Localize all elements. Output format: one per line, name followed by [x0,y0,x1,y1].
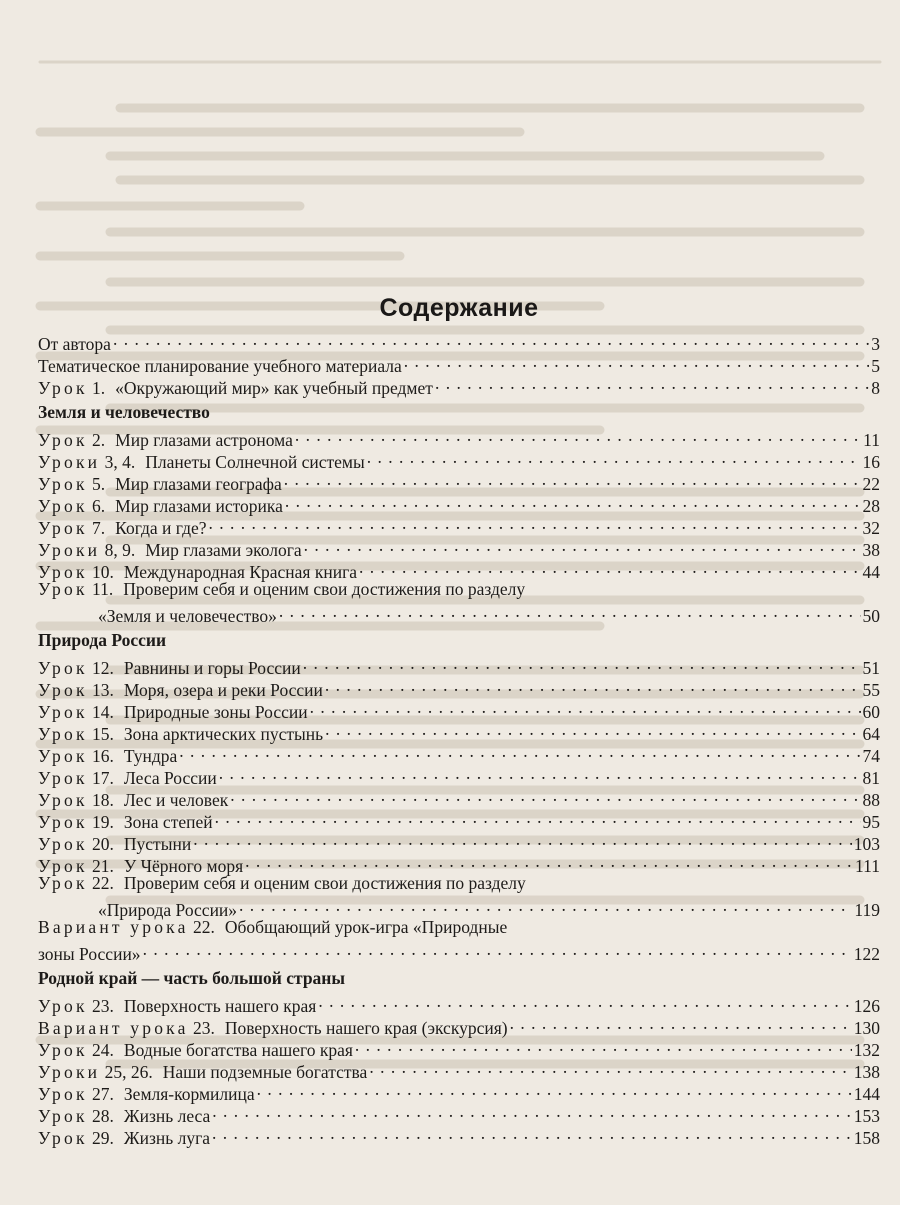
lesson-kind: Урок [38,658,88,678]
toc-entry-first-line [38,916,880,938]
lesson-number: 11. [92,579,114,599]
page-number: 44 [862,562,880,582]
toc-entry-label-group [38,679,323,701]
lesson-kind: Урок [38,1084,88,1104]
section-heading: Природа России [38,630,167,650]
lesson-number: 14. [92,702,114,722]
toc-entry-title: Международная Красная книга [123,562,358,582]
toc-entry-title: Жизнь леса [123,1106,211,1126]
page-number: 64 [862,724,880,744]
leader-dots [245,850,853,872]
toc-entry-title-continued: зоны России» [38,944,141,964]
toc-entry-title: От автора [38,334,111,354]
section-heading: Родной край — часть большой страны [38,968,346,988]
toc-entry-label-group [38,429,293,451]
toc-entry-label-group [38,789,228,811]
toc-entry-title: Проверим себя и оценим свои достижения по разделу [123,873,526,893]
leader-dots [193,828,852,850]
lesson-kind: Урок [38,1040,88,1060]
page-number: 16 [862,452,880,472]
page-number: 32 [862,518,880,538]
lesson-number: 28. [92,1106,114,1126]
toc-entry-title: Пустыни [123,834,192,854]
toc-entry-label-group [38,1039,353,1061]
toc-entry-title: Равнины и горы России [123,658,301,678]
leader-dots [179,740,860,762]
lesson-kind: Урок [38,496,88,516]
leader-dots [367,446,861,468]
lesson-kind: Урок [38,474,88,494]
leader-dots [113,328,869,350]
toc-entry-title: У Чёрного моря [123,856,244,876]
lesson-kind: Урок [38,834,88,854]
toc-entry-title-continued: «Природа России» [98,900,238,920]
page-number: 153 [853,1106,880,1126]
page-number: 60 [862,702,880,722]
toc-entry [38,350,880,376]
leader-dots [219,762,861,784]
leader-dots [230,784,860,806]
lesson-kind: Урок [38,702,88,722]
toc-entry-title-continued: «Земля и человечество» [98,606,277,626]
leader-dots [209,512,861,534]
leader-dots [325,718,860,740]
toc-entry-first-line [38,872,880,894]
leader-dots [285,490,861,512]
lesson-kind: Урок [38,856,88,876]
toc-entry-label-group [38,995,316,1017]
leader-dots [310,696,861,718]
leader-dots [435,372,869,394]
lesson-number: 25, 26. [104,1062,153,1082]
page-number: 103 [853,834,880,854]
toc-entry-title: Когда и где? [115,518,207,538]
leader-dots [279,600,861,622]
toc-entry-label-group [38,833,191,855]
page-number: 132 [853,1040,880,1060]
toc-entry-title: Зона степей [123,812,213,832]
toc-entry-multiline [38,916,880,964]
toc-entry-title: Планеты Солнечной системы [145,452,365,472]
lesson-number: 27. [92,1084,114,1104]
toc-entry-title: Моря, озера и реки России [123,680,323,700]
lesson-kind: Урок [38,812,88,832]
lesson-number: 15. [92,724,114,744]
toc-entry-label-group [38,355,402,377]
toc-entry-title: Тематическое планирование учебного материала [38,356,402,376]
lesson-number: 23. [192,1018,215,1038]
lesson-kind: Урок [38,746,88,766]
lesson-number: 7. [92,518,106,538]
toc-entry-title: Поверхность нашего края [123,996,317,1016]
lesson-number: 18. [92,790,114,810]
leader-dots [355,1034,852,1056]
page-number: 119 [854,900,880,920]
lesson-kind: Вариант урока [38,1018,189,1038]
lesson-kind: Уроки [38,452,101,472]
toc-entry-label-group [38,767,217,789]
page-number: 22 [862,474,880,494]
section-heading: Земля и человечество [38,402,210,422]
toc-entry-label-group [38,745,177,767]
toc-entry-title: Жизнь луга [123,1128,211,1148]
page-number: 158 [853,1128,880,1148]
lesson-number: 21. [92,856,114,876]
toc-entry-title: Тундра [123,746,178,766]
toc-entry-title: «Окружающий мир» как учебный предмет [115,378,433,398]
toc-entry-title: Обобщающий урок-игра «Природные [224,917,508,937]
lesson-number: 29. [92,1128,114,1148]
lesson-number: 1. [92,378,106,398]
lesson-kind: Вариант урока [38,917,189,937]
lesson-kind: Урок [38,430,88,450]
page-number: 5 [871,356,880,376]
lesson-number: 22. [192,917,215,937]
lesson-number: 3, 4. [104,452,136,472]
lesson-number: 19. [92,812,114,832]
toc-entry [38,990,880,1016]
page-number: 126 [853,996,880,1016]
leader-dots [325,674,861,696]
lesson-kind: Урок [38,378,88,398]
toc-entry-multiline [38,578,880,626]
toc-list [38,328,880,1148]
toc-entry-title: Лес и человек [123,790,229,810]
lesson-number: 6. [92,496,106,516]
lesson-number: 5. [92,474,106,494]
lesson-kind: Уроки [38,1062,101,1082]
toc-entry-label-group [38,811,213,833]
lesson-kind: Урок [38,518,88,538]
page-number: 51 [862,658,880,678]
page-title: Содержание [379,294,539,322]
toc-entry-label-group [38,517,207,539]
page-number: 130 [853,1018,880,1038]
toc-entry-title: Природные зоны России [123,702,308,722]
toc-entry-label-group [38,657,301,679]
page-number: 11 [863,430,880,450]
lesson-kind: Урок [38,724,88,744]
toc-entry [38,652,880,678]
lesson-number: 17. [92,768,114,788]
lesson-number: 10. [92,562,114,582]
page-number: 95 [862,812,880,832]
toc-entry-continuation [38,894,880,920]
toc-entry-title: Мир глазами астронома [115,430,293,450]
toc-entry [38,424,880,450]
lesson-kind: Урок [38,1128,88,1148]
leader-dots [404,350,869,372]
toc-entry-label-group [38,333,111,355]
leader-dots [239,894,852,916]
leader-dots [304,534,861,556]
lesson-number: 16. [92,746,114,766]
table-of-contents-page [38,288,880,1148]
toc-entry-title: Земля-кормилица [123,1084,255,1104]
lesson-number: 13. [92,680,114,700]
page-number: 81 [862,768,880,788]
toc-entry-title: Водные богатства нашего края [123,1040,353,1060]
leader-dots [318,990,851,1012]
page-number: 111 [855,856,880,876]
lesson-kind: Урок [38,579,88,599]
leader-dots [303,652,861,674]
lesson-number: 23. [92,996,114,1016]
page-number: 122 [853,944,880,964]
toc-entry-label-group [38,701,308,723]
toc-entry-title: Мир глазами историка [115,496,283,516]
lesson-number: 12. [92,658,114,678]
toc-entry-multiline [38,872,880,920]
leader-dots [359,556,860,578]
leader-dots [212,1100,851,1122]
toc-entry-first-line [38,578,880,600]
lesson-kind: Урок [38,790,88,810]
page-number: 55 [862,680,880,700]
toc-entry-continuation [38,600,880,626]
leader-dots [215,806,861,828]
toc-entry-label-group [38,473,282,495]
toc-entry-title: Наши подземные богатства [162,1062,368,1082]
lesson-kind: Уроки [38,540,101,560]
toc-entry-title: Поверхность нашего края (экскурсия) [224,1018,508,1038]
toc-entry-title: Мир глазами эколога [145,540,302,560]
leader-dots [212,1122,852,1144]
lesson-kind: Урок [38,873,88,893]
leader-dots [257,1078,852,1100]
page-number: 144 [853,1084,880,1104]
page-number: 50 [862,606,880,626]
toc-entry-label-group [38,539,302,561]
lesson-number: 8, 9. [104,540,136,560]
page-number: 88 [862,790,880,810]
page-number: 74 [862,746,880,766]
leader-dots [284,468,861,490]
toc-entry-title: Зона арктических пустынь [123,724,324,744]
lesson-kind: Урок [38,680,88,700]
lesson-number: 24. [92,1040,114,1060]
page-number: 8 [871,378,880,398]
page-number: 28 [862,496,880,516]
lesson-number: 20. [92,834,114,854]
leader-dots [510,1012,852,1034]
lesson-kind: Урок [38,996,88,1016]
lesson-kind: Урок [38,1106,88,1126]
toc-entry [38,328,880,354]
leader-dots [295,424,861,446]
leader-dots [143,938,852,960]
page-number: 38 [862,540,880,560]
toc-entry-title: Леса России [123,768,217,788]
toc-entry-label-group [38,1105,210,1127]
lesson-kind: Урок [38,562,88,582]
lesson-kind: Урок [38,768,88,788]
toc-entry-continuation [38,938,880,964]
lesson-number: 22. [92,873,114,893]
page-number: 3 [871,334,880,354]
lesson-number: 2. [92,430,106,450]
leader-dots [369,1056,851,1078]
toc-entry-label-group [38,1127,210,1149]
toc-entry-title: Проверим себя и оценим свои достижения по разделу [123,579,526,599]
toc-entry-title: Мир глазами географа [115,474,282,494]
page-number: 138 [853,1062,880,1082]
